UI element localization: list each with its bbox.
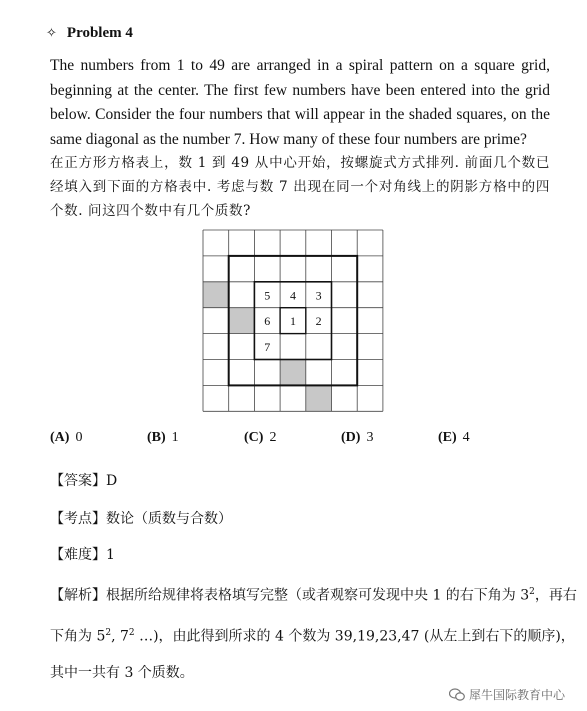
shaded-cell: [280, 360, 306, 386]
wechat-icon: [449, 688, 465, 702]
problem-text-chinese: 在正方形方格表上，数 1 到 49 从中心开始，按螺旋式方式排列. 前面几个数已经填入到下面的方格表中. 考虑与数 7 出现在同一个对角线上的阴影方格中的四个数. 问这四个数中有几个质数?: [50, 155, 550, 219]
choice-b: (B) 1: [147, 430, 179, 445]
topic-line: 【考点】数论（质数与合数）: [50, 511, 232, 527]
grid-number: 7: [264, 340, 271, 355]
spiral-grid: [202, 229, 384, 413]
choice-c: (C) 2: [244, 430, 277, 445]
grid-number: 5: [264, 288, 271, 303]
choice-d: (D) 3: [341, 430, 374, 445]
solution-paragraph: 【解析】根据所给规律将表格填写完整（或者观察可发现中央 1 的右下角为 $3^2$，再右下角为 $5^2$, $7^2$ …)，由此得到所求的 4 个数为 39,19,23,47 (从左上到右下的顺序)，其中一共有 3 个质数。: [50, 587, 577, 682]
grid-number: 6: [264, 314, 271, 329]
problem-title: Problem 4: [66, 25, 133, 41]
watermark: [449, 686, 565, 703]
shaded-cell: [306, 385, 332, 411]
choice-e: (E) 4: [438, 430, 470, 445]
choice-a: (A) 0: [50, 430, 83, 445]
grid-number: 4: [289, 288, 296, 303]
shaded-cell: [203, 282, 229, 308]
watermark-text: 犀牛国际教育中心: [468, 688, 565, 702]
diamond-icon: ✧: [46, 26, 57, 41]
solution-label: 【解析】: [50, 587, 106, 604]
grid-number: 3: [315, 288, 322, 303]
grid-number: 2: [315, 314, 322, 329]
grid-number: 1: [289, 314, 296, 329]
problem-header: [46, 25, 133, 42]
problem-text-english: The numbers from 1 to 49 are arranged in a spiral pattern on a square grid, beginning at the center. The first few numbers have been entered into the grid below. Consider the four numbers that will appear in the shaded squares, on the same diagonal as the number 7. How many of these four numbers are prime?: [50, 57, 550, 148]
difficulty-line: 【难度】1: [50, 547, 115, 563]
shaded-cell: [229, 308, 255, 334]
answer-line: 【答案】D: [50, 473, 118, 489]
